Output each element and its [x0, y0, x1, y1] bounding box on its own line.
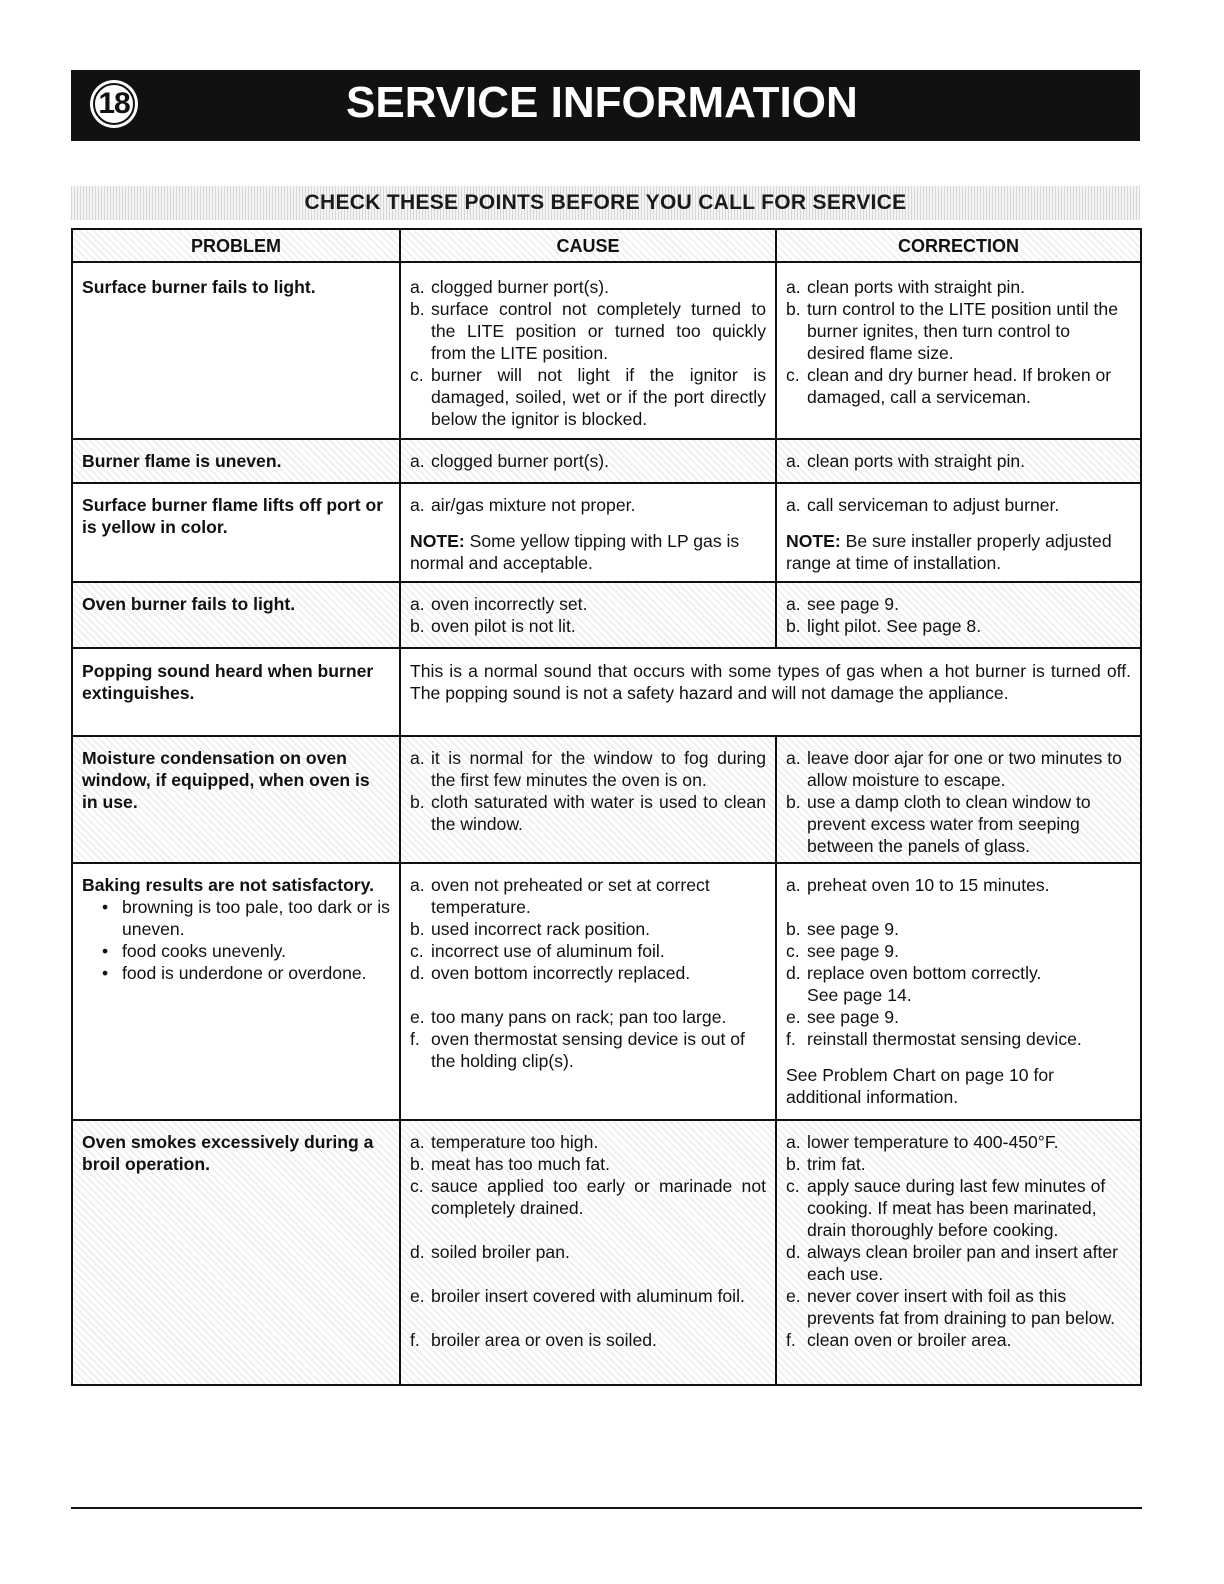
page-number: 18 — [98, 87, 130, 120]
item-text: clean and dry burner head. If broken or damaged, call a serviceman. — [807, 365, 1112, 407]
footer-rule — [71, 1507, 1142, 1509]
cause-cell — [400, 736, 776, 863]
merged-cell — [400, 648, 1141, 736]
list-item — [410, 874, 766, 918]
note-text: Be sure installer properly adjusted range at time of installation. — [786, 531, 1112, 573]
item-letter: a. — [410, 594, 425, 614]
correction-extra: See Problem Chart on page 10 for additional information. — [786, 1065, 1054, 1107]
item-text: clean ports with straight pin. — [807, 277, 1026, 297]
item-text: lower temperature to 400-450°F. — [807, 1132, 1059, 1152]
list-item — [786, 450, 1131, 472]
item-letter: a. — [786, 875, 801, 895]
item-letter: a. — [410, 1132, 425, 1152]
item-text: surface control not completely turned to the LITE position or turned too quickly from the LITE position. — [431, 299, 766, 363]
item-text: see page 9. — [807, 941, 899, 961]
list-item — [786, 1006, 1131, 1028]
list-item — [786, 940, 1131, 962]
list-item — [786, 1329, 1131, 1351]
item-text: preheat oven 10 to 15 minutes. — [807, 875, 1050, 895]
title-bar — [71, 70, 1140, 141]
item-text: broiler insert covered with aluminum foil. — [431, 1286, 745, 1306]
list-item — [786, 1153, 1131, 1175]
list-item — [410, 747, 766, 791]
item-text: oven bottom incorrectly replaced. — [431, 963, 691, 983]
problem-text: Popping sound heard when burner extinguishes. — [82, 661, 374, 703]
item-text: meat has too much fat. — [431, 1154, 610, 1174]
list-item — [410, 1006, 766, 1028]
problem-cell — [72, 262, 400, 439]
badge-ring — [93, 83, 135, 125]
list-item — [410, 1329, 766, 1351]
item-letter: e. — [786, 1286, 801, 1306]
item-text: soiled broiler pan. — [431, 1242, 570, 1262]
problem-cell — [72, 483, 400, 582]
cause-cell — [400, 439, 776, 483]
list-item — [410, 450, 766, 472]
problem-text: Oven burner fails to light. — [82, 594, 296, 614]
item-letter: b. — [786, 299, 801, 319]
item-letter: a. — [410, 875, 425, 895]
page-title: SERVICE INFORMATION — [346, 78, 858, 127]
list-item — [786, 918, 1131, 940]
table-row — [72, 262, 1141, 439]
list-item — [786, 364, 1131, 408]
item-text: broiler area or oven is soiled. — [431, 1330, 657, 1350]
problem-cell — [72, 863, 400, 1120]
item-text: food cooks unevenly. — [122, 941, 286, 961]
item-text: call serviceman to adjust burner. — [807, 495, 1060, 515]
note-label: NOTE: — [786, 531, 841, 551]
list-item — [410, 1131, 766, 1153]
cause-cell — [400, 1120, 776, 1385]
list-item — [410, 615, 766, 637]
header-problem: PROBLEM — [72, 229, 400, 262]
header-cause: CAUSE — [400, 229, 776, 262]
subtitle: CHECK THESE POINTS BEFORE YOU CALL FOR SERVICE — [304, 191, 907, 214]
item-text: light pilot. See page 8. — [807, 616, 982, 636]
list-item — [786, 615, 1131, 637]
list-item — [786, 1028, 1131, 1050]
list-item — [410, 1175, 766, 1219]
table-row — [72, 863, 1141, 1120]
list-item — [410, 298, 766, 364]
correction-cell — [776, 582, 1141, 648]
item-letter: c. — [786, 1176, 800, 1196]
item-text: trim fat. — [807, 1154, 866, 1174]
item-text: incorrect use of aluminum foil. — [431, 941, 665, 961]
table-row — [72, 736, 1141, 863]
correction-note — [786, 530, 1131, 574]
item-text: replace oven bottom correctly. See page 14. — [807, 963, 1042, 1005]
list-item — [410, 1241, 766, 1263]
list-item — [786, 593, 1131, 615]
merged-text: This is a normal sound that occurs with some types of gas when a hot burner is turned off. The popping sound is not a safety hazard and will not damage the appliance. — [410, 661, 1131, 703]
list-item — [410, 918, 766, 940]
item-letter: b. — [786, 616, 801, 636]
item-text: oven not preheated or set at correct temperature. — [431, 875, 710, 917]
cause-cell — [400, 262, 776, 439]
problem-cell — [72, 439, 400, 483]
problem-cell — [72, 1120, 400, 1385]
item-letter: f. — [786, 1330, 796, 1350]
list-item — [786, 962, 1131, 1006]
symptom-list — [82, 896, 390, 984]
item-text: it is normal for the window to fog during the first few minutes the oven is on. — [431, 748, 766, 790]
list-item — [786, 1175, 1131, 1241]
item-text: cloth saturated with water is used to clean the window. — [431, 792, 766, 834]
item-text: oven incorrectly set. — [431, 594, 588, 614]
note-text: Some yellow tipping with LP gas is normal and acceptable. — [410, 531, 740, 573]
item-letter: b. — [410, 299, 425, 319]
item-letter: f. — [786, 1029, 796, 1049]
cause-cell — [400, 582, 776, 648]
item-letter: a. — [410, 748, 425, 768]
item-letter: b. — [786, 792, 801, 812]
item-letter: f. — [410, 1029, 420, 1049]
item-letter: e. — [786, 1007, 801, 1027]
problem-cell — [72, 648, 400, 736]
list-item — [786, 494, 1131, 516]
item-text: burner will not light if the ignitor is damaged, soiled, wet or if the port directly below the ignitor is blocked. — [431, 365, 766, 429]
problem-text: Moisture condensation on oven window, if equipped, when oven is in use. — [82, 748, 370, 812]
item-text: see page 9. — [807, 919, 899, 939]
note-label: NOTE: — [410, 531, 465, 551]
item-letter: e. — [410, 1286, 425, 1306]
item-letter: b. — [410, 792, 425, 812]
list-item — [410, 593, 766, 615]
list-item — [410, 791, 766, 835]
item-letter: d. — [786, 963, 801, 983]
list-item: • food cooks unevenly. — [102, 941, 286, 961]
table-row — [72, 1120, 1141, 1385]
item-letter: a. — [786, 748, 801, 768]
problem-text: Burner flame is uneven. — [82, 451, 282, 471]
item-text: see page 9. — [807, 1007, 899, 1027]
table-row — [72, 582, 1141, 648]
table-row — [72, 439, 1141, 483]
problem-text: Oven smokes excessively during a broil operation. — [82, 1132, 374, 1174]
list-item — [786, 298, 1131, 364]
correction-cell — [776, 1120, 1141, 1385]
list-item — [786, 874, 1131, 896]
item-text: food is underdone or overdone. — [122, 963, 367, 983]
list-item: • food is underdone or overdone. — [102, 963, 367, 983]
correction-cell — [776, 262, 1141, 439]
cause-cell — [400, 483, 776, 582]
item-letter: d. — [786, 1242, 801, 1262]
item-text: use a damp cloth to clean window to prevent excess water from seeping between the panels of glass. — [807, 792, 1091, 856]
correction-cell — [776, 863, 1141, 1120]
correction-cell — [776, 736, 1141, 863]
item-text: always clean broiler pan and insert after each use. — [807, 1242, 1118, 1284]
item-letter: b. — [410, 616, 425, 636]
header-correction: CORRECTION — [776, 229, 1141, 262]
correction-cell — [776, 483, 1141, 582]
cause-note — [410, 530, 766, 574]
item-letter: d. — [410, 1242, 425, 1262]
list-item — [410, 1285, 766, 1307]
problem-text: Surface burner fails to light. — [82, 277, 316, 297]
item-letter: a. — [786, 495, 801, 515]
item-letter: b. — [410, 1154, 425, 1174]
list-item — [410, 940, 766, 962]
item-text: used incorrect rack position. — [431, 919, 651, 939]
table-header-row — [72, 229, 1141, 262]
item-letter: c. — [410, 941, 424, 961]
cause-cell — [400, 863, 776, 1120]
item-letter: b. — [786, 1154, 801, 1174]
list-item: • browning is too pale, too dark or is uneven. — [102, 897, 390, 939]
service-table — [71, 228, 1142, 1386]
item-text: temperature too high. — [431, 1132, 599, 1152]
item-letter: c. — [410, 1176, 424, 1196]
item-text: air/gas mixture not proper. — [431, 495, 636, 515]
item-letter: b. — [786, 919, 801, 939]
item-text: clean ports with straight pin. — [807, 451, 1026, 471]
list-item — [410, 1153, 766, 1175]
item-text: too many pans on rack; pan too large. — [431, 1007, 727, 1027]
item-text: reinstall thermostat sensing device. — [807, 1029, 1082, 1049]
page-number-badge — [90, 80, 138, 128]
list-item — [786, 1131, 1131, 1153]
item-letter: b. — [410, 919, 425, 939]
correction-cell — [776, 439, 1141, 483]
list-item — [410, 364, 766, 430]
problem-cell — [72, 582, 400, 648]
list-item — [786, 791, 1131, 857]
list-item — [410, 1028, 766, 1072]
item-text: clogged burner port(s). — [431, 451, 609, 471]
item-text: oven thermostat sensing device is out of the holding clip(s). — [431, 1029, 745, 1071]
item-text: apply sauce during last few minutes of cooking. If meat has been marinated, drain thoroughly before cooking. — [807, 1176, 1106, 1240]
item-text: oven pilot is not lit. — [431, 616, 576, 636]
item-letter: a. — [410, 277, 425, 297]
problem-text: Surface burner flame lifts off port or is yellow in color. — [82, 495, 384, 537]
table-row — [72, 483, 1141, 582]
item-letter: a. — [786, 451, 801, 471]
list-item — [410, 962, 766, 984]
item-letter: a. — [410, 451, 425, 471]
problem-cell — [72, 736, 400, 863]
subtitle-bar — [71, 186, 1140, 220]
list-item — [410, 494, 766, 516]
item-letter: a. — [786, 594, 801, 614]
list-item — [786, 1241, 1131, 1285]
list-item — [786, 747, 1131, 791]
item-letter: a. — [410, 495, 425, 515]
item-text: turn control to the LITE position until the burner ignites, then turn control to desired flame size. — [807, 299, 1119, 363]
item-text: never cover insert with foil as this prevents fat from draining to pan below. — [807, 1286, 1116, 1328]
list-item — [786, 276, 1131, 298]
item-text: clean oven or broiler area. — [807, 1330, 1012, 1350]
item-letter: c. — [410, 365, 424, 385]
item-text: clogged burner port(s). — [431, 277, 609, 297]
item-text: leave door ajar for one or two minutes to allow moisture to escape. — [807, 748, 1122, 790]
item-letter: c. — [786, 941, 800, 961]
item-letter: a. — [786, 277, 801, 297]
item-letter: c. — [786, 365, 800, 385]
item-letter: e. — [410, 1007, 425, 1027]
item-letter: f. — [410, 1330, 420, 1350]
table-row — [72, 648, 1141, 736]
item-text: browning is too pale, too dark or is uneven. — [122, 897, 390, 939]
list-item — [410, 276, 766, 298]
list-item — [786, 1285, 1131, 1329]
item-letter: d. — [410, 963, 425, 983]
item-text: see page 9. — [807, 594, 899, 614]
item-text: sauce applied too early or marinade not completely drained. — [431, 1176, 766, 1218]
problem-text: Baking results are not satisfactory. — [82, 875, 375, 895]
item-letter: a. — [786, 1132, 801, 1152]
